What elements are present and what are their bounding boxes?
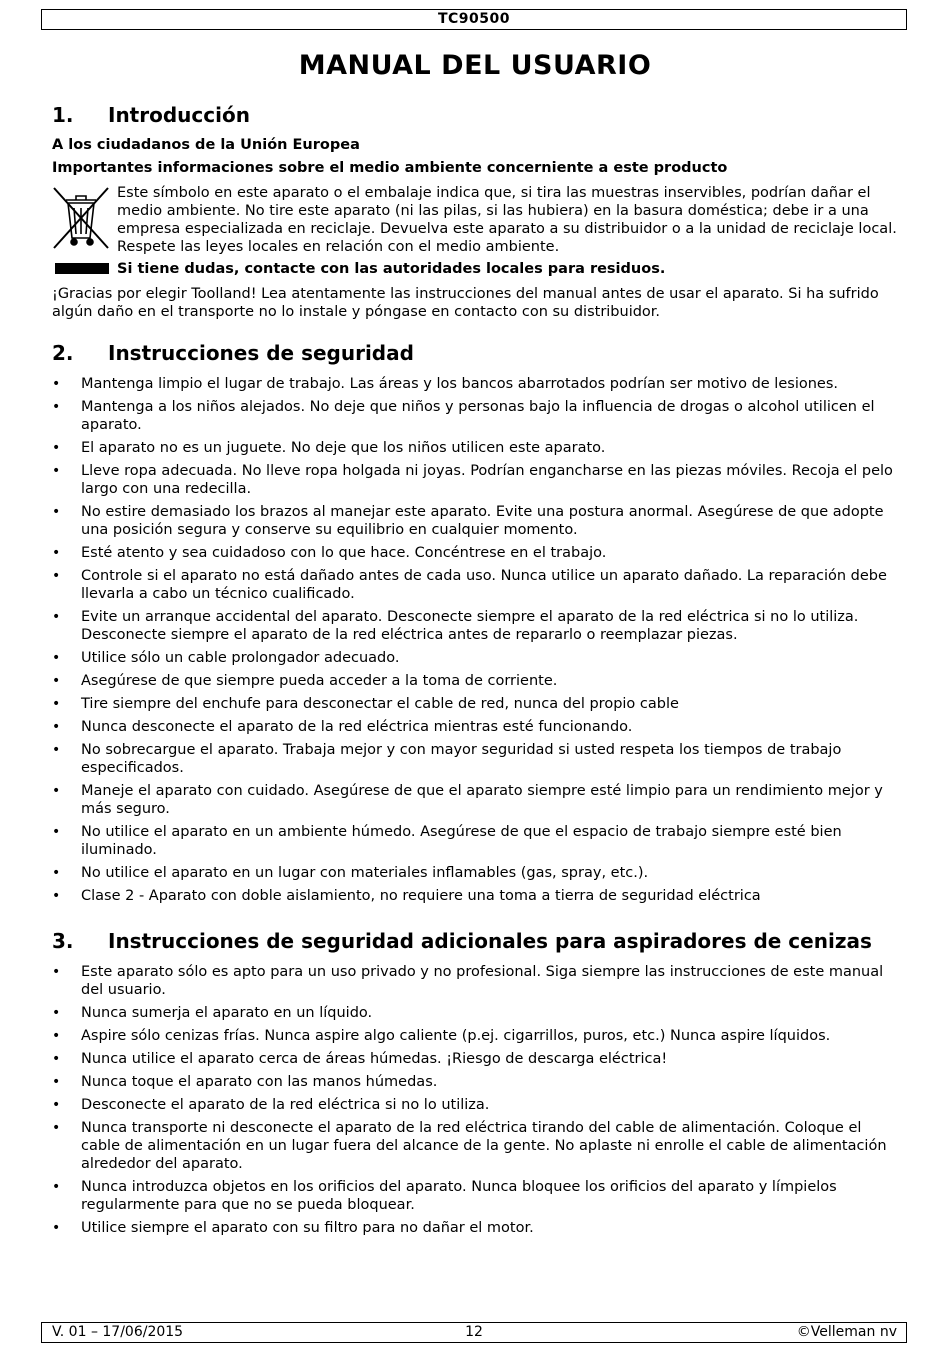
- list-item: [52, 1096, 904, 1114]
- bullet-icon: •: [52, 1220, 61, 1236]
- list-item: [52, 544, 904, 562]
- weee-bar: [55, 263, 109, 274]
- list-item-text: Desconecte el aparato de la red eléctrica si no lo utiliza.: [81, 1097, 490, 1113]
- list-item: [52, 1119, 904, 1173]
- list-item-text: No utilice el aparato en un lugar con materiales inflamables (gas, spray, etc.).: [81, 865, 649, 881]
- list-item-text: Lleve ropa adecuada. No lleve ropa holgada ni joyas. Podrían engancharse en las piezas móviles. Recoja el pelo largo con una redecilla.: [81, 463, 893, 497]
- section-3-heading: [52, 929, 872, 953]
- list-item-text: Mantenga a los niños alejados. No deje que niños y personas bajo la influencia de drogas o alcohol utilicen el aparato.: [81, 399, 875, 433]
- list-item-text: No utilice el aparato en un ambiente húmedo. Asegúrese de que el espacio de trabajo siempre esté bien iluminado.: [81, 824, 842, 858]
- list-item: [52, 462, 904, 498]
- bullet-icon: •: [52, 696, 61, 712]
- list-item-text: Utilice sólo un cable prolongador adecuado.: [81, 650, 400, 666]
- list-item: [52, 782, 904, 818]
- safety-instructions-list: [52, 375, 904, 910]
- document-title: MANUAL DEL USUARIO: [298, 50, 652, 81]
- bullet-icon: •: [52, 545, 61, 561]
- bullet-icon: •: [52, 888, 61, 904]
- list-item-text: Aspire sólo cenizas frías. Nunca aspire algo caliente (p.ej. cigarrillos, puros, etc.) Nunca aspire líquidos.: [81, 1028, 831, 1044]
- page-header: [41, 9, 907, 30]
- list-item-text: Nunca sumerja el aparato en un líquido.: [81, 1005, 373, 1021]
- bullet-icon: •: [52, 865, 61, 881]
- section-2-title: Instrucciones de seguridad: [108, 341, 414, 365]
- list-item-text: Nunca transporte ni desconecte el aparato de la red eléctrica tirando del cable de alimentación. Coloque el cable de alimentación en un lugar fuera del alcance de la gente. No aplaste ni enrolle el cable de alimentación alrededor del aparato.: [81, 1120, 887, 1172]
- list-item: [52, 439, 904, 457]
- list-item-text: Tire siempre del enchufe para desconectar el cable de red, nunca del propio cable: [81, 696, 679, 712]
- section-2-heading: [52, 341, 414, 365]
- list-item-text: El aparato no es un juguete. No deje que los niños utilicen este aparato.: [81, 440, 606, 456]
- list-item-text: Maneje el aparato con cuidado. Asegúrese de que el aparato siempre esté limpio para un rendimiento mejor y más seguro.: [81, 783, 883, 817]
- bullet-icon: •: [52, 1120, 61, 1136]
- bullet-icon: •: [52, 376, 61, 392]
- list-item-text: Nunca utilice el aparato cerca de áreas húmedas. ¡Riesgo de descarga eléctrica!: [81, 1051, 668, 1067]
- bullet-icon: •: [52, 568, 61, 584]
- bullet-icon: •: [52, 1179, 61, 1195]
- page-footer: [41, 1322, 907, 1343]
- list-item-text: Controle si el aparato no está dañado antes de cada uso. Nunca utilice un aparato dañado. La reparación debe llevarla a cabo un técnico cualificado.: [81, 568, 887, 602]
- section-3-title: Instrucciones de seguridad adicionales para aspiradores de cenizas: [108, 929, 872, 953]
- list-item: [52, 864, 904, 882]
- section-2-number: 2.: [52, 341, 74, 365]
- thanks-paragraph: ¡Gracias por elegir Toolland! Lea atentamente las instrucciones del manual antes de usar el aparato. Si ha sufrido algún daño en el transporte no lo instale y póngase en contacto con su distribuidor.: [52, 286, 879, 320]
- list-item: [52, 1027, 904, 1045]
- list-item: [52, 1178, 904, 1214]
- bullet-icon: •: [52, 1028, 61, 1044]
- list-item-text: Evite un arranque accidental del aparato. Desconecte siempre el aparato de la red eléctrica si no lo utiliza. Desconecte siempre el aparato de la red eléctrica antes de repararlo o reemplazar piezas.: [81, 609, 859, 643]
- list-item-text: Nunca toque el aparato con las manos húmedas.: [81, 1074, 438, 1090]
- version-date: V. 01 – 17/06/2015: [52, 1324, 184, 1340]
- environment-subheading: Importantes informaciones sobre el medio ambiente concerniente a este producto: [52, 160, 728, 176]
- bullet-icon: •: [52, 719, 61, 735]
- bullet-icon: •: [52, 783, 61, 799]
- bullet-icon: •: [52, 673, 61, 689]
- bullet-icon: •: [52, 1005, 61, 1021]
- list-item: [52, 1219, 904, 1237]
- bullet-icon: •: [52, 504, 61, 520]
- list-item: [52, 887, 904, 905]
- page-number: 12: [465, 1324, 483, 1340]
- ash-vacuum-instructions-list: [52, 963, 904, 1242]
- weee-contact-notice: Si tiene dudas, contacte con las autoridades locales para residuos.: [117, 261, 666, 277]
- list-item: [52, 567, 904, 603]
- list-item-text: Asegúrese de que siempre pueda acceder a la toma de corriente.: [81, 673, 558, 689]
- list-item-text: Utilice siempre el aparato con su filtro para no dañar el motor.: [81, 1220, 534, 1236]
- weee-notice: Este símbolo en este aparato o el embalaje indica que, si tira las muestras inservibles, podrían dañar el medio ambiente. No tire este aparato (ni las pilas, si las hubiera) en la basura doméstica; debe ir a una empresa especializada en reciclaje. Devuelva este aparato a su distribuidor o a la unidad de reciclaje local. Respete las leyes locales en relación con el medio ambiente.: [117, 185, 897, 255]
- list-item: [52, 741, 904, 777]
- list-item: [52, 695, 904, 713]
- list-item: [52, 1004, 904, 1022]
- section-1-number: 1.: [52, 103, 74, 127]
- list-item: [52, 823, 904, 859]
- bullet-icon: •: [52, 609, 61, 625]
- list-item: [52, 503, 904, 539]
- list-item-text: Nunca introduzca objetos en los orificios del aparato. Nunca bloquee los orificios del aparato y límpielos regularmente para que no se pueda bloquear.: [81, 1179, 837, 1213]
- product-code: TC90500: [437, 11, 511, 27]
- list-item-text: Mantenga limpio el lugar de trabajo. Las áreas y los bancos abarrotados podrían ser motivo de lesiones.: [81, 376, 838, 392]
- list-item-text: Esté atento y sea cuidadoso con lo que hace. Concéntrese en el trabajo.: [81, 545, 607, 561]
- list-item: [52, 608, 904, 644]
- list-item: [52, 1050, 904, 1068]
- bullet-icon: •: [52, 824, 61, 840]
- list-item: [52, 672, 904, 690]
- section-1-title: Introducción: [108, 103, 250, 127]
- list-item-text: Este aparato sólo es apto para un uso privado y no profesional. Siga siempre las instrucciones de este manual del usuario.: [81, 964, 884, 998]
- bullet-icon: •: [52, 463, 61, 479]
- section-1-heading: [52, 103, 250, 127]
- list-item-text: Clase 2 - Aparato con doble aislamiento, no requiere una toma a tierra de seguridad eléctrica: [81, 888, 761, 904]
- list-item: [52, 718, 904, 736]
- bullet-icon: •: [52, 1051, 61, 1067]
- copyright: ©Velleman nv: [796, 1324, 897, 1340]
- bullet-icon: •: [52, 1097, 61, 1113]
- bullet-icon: •: [52, 742, 61, 758]
- list-item: [52, 963, 904, 999]
- list-item: [52, 398, 904, 434]
- bullet-icon: •: [52, 440, 61, 456]
- list-item: [52, 1073, 904, 1091]
- list-item-text: Nunca desconecte el aparato de la red eléctrica mientras esté funcionando.: [81, 719, 633, 735]
- section-3-number: 3.: [52, 929, 74, 953]
- list-item-text: No sobrecargue el aparato. Trabaja mejor y con mayor seguridad si usted respeta los tiempos de trabajo especificados.: [81, 742, 842, 776]
- eu-citizens-subheading: A los ciudadanos de la Unión Europea: [52, 137, 360, 153]
- list-item: [52, 375, 904, 393]
- bullet-icon: •: [52, 1074, 61, 1090]
- crossed-bin-icon: [52, 186, 110, 250]
- bullet-icon: •: [52, 964, 61, 980]
- bullet-icon: •: [52, 650, 61, 666]
- list-item: [52, 649, 904, 667]
- list-item-text: No estire demasiado los brazos al manejar este aparato. Evite una postura anormal. Asegúrese de que adopte una posición segura y conserve su equilibrio en cualquier momento.: [81, 504, 884, 538]
- bullet-icon: •: [52, 399, 61, 415]
